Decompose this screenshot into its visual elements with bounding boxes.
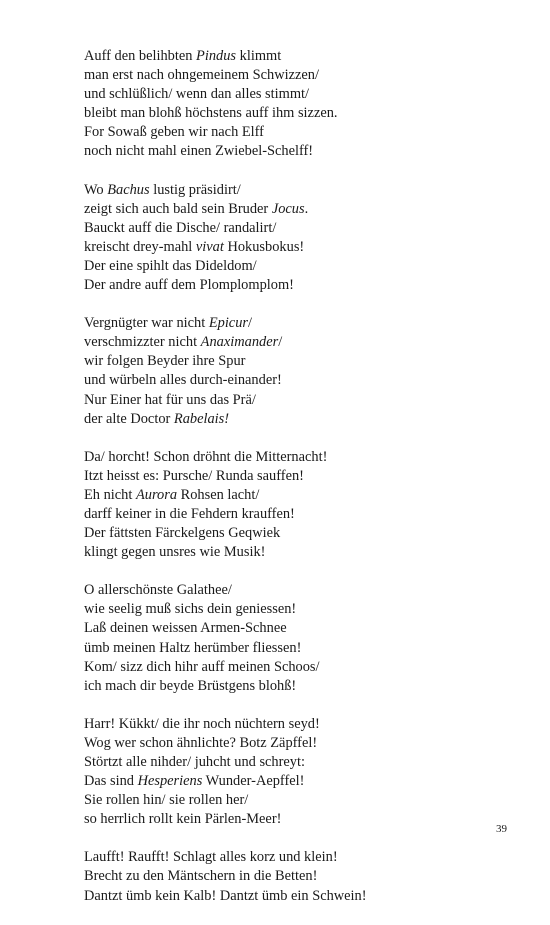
verse-line: [84, 810, 524, 829]
verse-line: [84, 658, 524, 677]
verse-line: [84, 524, 524, 543]
text-segment: Laß deinen weissen Armen-Schnee: [84, 620, 287, 637]
text-segment: darff keiner in die Fehdern krauffen!: [84, 505, 295, 522]
text-segment: lustig präsidirt/: [149, 181, 241, 198]
text-segment: Das sind: [84, 773, 138, 790]
stanza: [84, 848, 524, 905]
verse-line: [84, 848, 524, 867]
text-segment: noch nicht mahl einen Zwiebel-Schelff!: [84, 143, 314, 160]
text-segment: Laufft! Raufft! Schlagt alles korz und klein!: [84, 849, 338, 866]
text-segment: Der eine spihlt das Dideldom/: [84, 257, 257, 274]
text-segment: ich mach dir beyde Brüstgens blohß!: [84, 677, 297, 694]
verse-line: [84, 753, 524, 772]
text-segment: der alte Doctor: [84, 410, 174, 427]
italic-text: Pindus: [196, 48, 237, 64]
page-number: 39: [496, 823, 507, 835]
text-segment: Nur Einer hat für uns das Prä/: [84, 391, 256, 408]
verse-line: [84, 371, 524, 390]
text-segment: Brecht zu den Mäntschern in die Betten!: [84, 868, 318, 885]
text-segment: und würbeln alles durch-einander!: [84, 372, 282, 389]
text-segment: Hokusbokus!: [223, 238, 305, 255]
text-segment: Wo: [84, 181, 108, 198]
verse-line: [84, 715, 524, 734]
text-segment: Der andre auff dem Plomplomplom!: [84, 277, 294, 294]
verse-line: [84, 467, 524, 486]
verse-line: [84, 200, 524, 219]
verse-line: [84, 867, 524, 886]
text-segment: Vergnügter war nicht: [84, 315, 209, 332]
verse-line: [84, 257, 524, 276]
verse-line: [84, 791, 524, 810]
italic-text: Bachus: [107, 181, 150, 198]
text-segment: so herrlich rollt kein Pärlen-Meer!: [84, 811, 282, 828]
text-segment: klingt gegen unsres wie Musik!: [84, 544, 266, 561]
verse-line: [84, 276, 524, 295]
text-segment: Wog wer schon ähnlichte? Botz Zäpffel!: [84, 734, 318, 751]
text-segment: verschmizzter nicht: [84, 334, 201, 351]
verse-line: [84, 639, 524, 658]
verse-line: [84, 543, 524, 562]
text-segment: bleibt man blohß höchstens auff ihm sizzen.: [84, 105, 338, 122]
text-segment: Kom/ sizz dich hihr auff meinen Schoos/: [84, 658, 320, 675]
verse-line: [84, 391, 524, 410]
stanza: [84, 448, 524, 563]
text-segment: Rohsen lacht/: [177, 486, 260, 503]
text-segment: Dantzt ümb kein Kalb! Dantzt ümb ein Schwein!: [84, 887, 367, 904]
text-segment: Der fättsten Färckelgens Geqwiek: [84, 525, 281, 542]
verse-line: [84, 448, 524, 467]
text-segment: Harr! Kükkt/ die ihr noch nüchtern seyd!: [84, 715, 320, 732]
text-segment: /: [248, 315, 252, 332]
text-segment: O allerschönste Galathee/: [84, 582, 232, 599]
text-segment: wie seelig muß sichs dein geniessen!: [84, 601, 297, 618]
verse-line: [84, 47, 524, 66]
verse-line: [84, 352, 524, 371]
verse-line: [84, 600, 524, 619]
verse-line: [84, 619, 524, 638]
verse-line: [84, 581, 524, 600]
text-segment: .: [304, 200, 309, 217]
italic-text: vivat: [195, 238, 224, 255]
verse-line: [84, 505, 524, 524]
text-segment: Itzt heisst es: Pursche/ Runda sauffen!: [84, 467, 304, 484]
verse-line: [84, 486, 524, 505]
text-segment: Bauckt auff die Dische/ randalirt/: [84, 219, 277, 236]
text-segment: Sie rollen hin/ sie rollen her/: [84, 792, 249, 809]
italic-text: Jocus: [271, 200, 305, 217]
stanza: [84, 314, 524, 429]
stanza: [84, 181, 524, 296]
verse-line: [84, 734, 524, 753]
verse-line: [84, 772, 524, 791]
stanza: [84, 581, 524, 696]
italic-text: Anaximander: [200, 334, 279, 351]
verse-line: [84, 887, 524, 906]
text-segment: For Sowaß geben wir nach Elff: [84, 124, 264, 141]
verse-line: [84, 677, 524, 696]
verse-line: [84, 181, 524, 200]
verse-line: [84, 333, 524, 352]
verse-line: [84, 410, 524, 429]
text-segment: Störtzt alle nihder/ juhcht und schreyt:: [84, 754, 306, 770]
verse-line: [84, 238, 524, 257]
italic-text: Rabelais!: [173, 410, 230, 427]
verse-line: [84, 66, 524, 85]
text-segment: kreischt drey-mahl: [84, 238, 196, 255]
text-segment: /: [278, 334, 283, 351]
verse-line: [84, 314, 524, 333]
text-segment: Auff den belihbten: [84, 48, 197, 64]
italic-text: Epicur: [208, 315, 248, 332]
text-segment: zeigt sich auch bald sein Bruder: [84, 200, 272, 217]
verse-line: [84, 123, 524, 142]
text-segment: ümb meinen Haltz herümber fliessen!: [84, 639, 302, 656]
poem: [84, 47, 524, 925]
italic-text: Hesperiens: [137, 773, 203, 790]
italic-text: Aurora: [135, 486, 178, 503]
text-segment: Eh nicht: [84, 486, 136, 503]
text-segment: man erst nach ohngemeinem Schwizzen/: [84, 67, 319, 84]
text-segment: klimmt: [236, 48, 282, 64]
verse-line: [84, 104, 524, 123]
verse-line: [84, 85, 524, 104]
text-segment: wir folgen Beyder ihre Spur: [84, 353, 246, 370]
text-segment: und schlüßlich/ wenn dan alles stimmt/: [84, 86, 310, 103]
stanza: [84, 715, 524, 830]
verse-line: [84, 142, 524, 161]
verse-line: [84, 219, 524, 238]
text-segment: Wunder-Aepffel!: [202, 773, 305, 790]
text-segment: Da/ horcht! Schon dröhnt die Mitternacht!: [84, 448, 328, 465]
stanza: [84, 47, 524, 162]
